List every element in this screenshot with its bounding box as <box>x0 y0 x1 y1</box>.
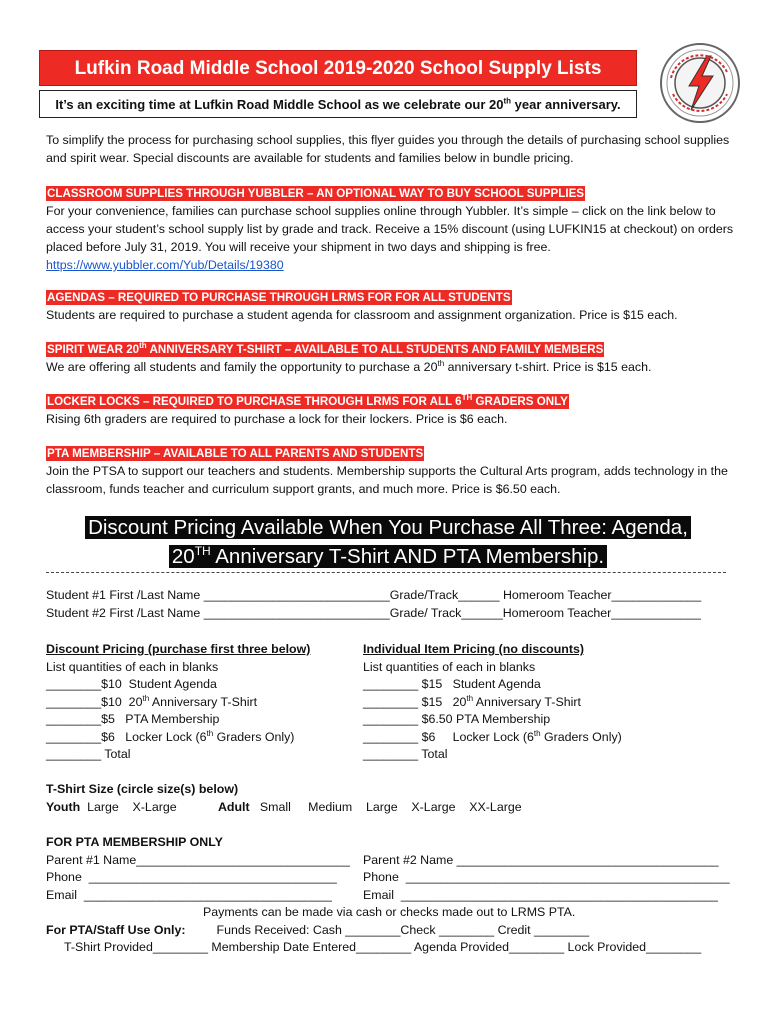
intro-paragraph: To simplify the process for purchasing school supplies, this flyer guides you through the details of purchasing school supplies and spirit wear. Special discounts are available for students and families below in bundle pricing. <box>46 133 730 165</box>
yubbler-body: For your convenience, families can purchase school supplies online through Yubbler. It’s simple – click on the link below to access your student’s school supply list by grade and track. Receive a 15% discount (using LUFKIN15 at checkout) on orders placed before July 31, 2019. You will receive your shipment in two days and shipping is free. <box>46 204 734 254</box>
discount-item-1[interactable]: ________$10 20th Anniversary T-Shirt <box>46 693 258 709</box>
lightning-bolt-seal-icon <box>659 42 741 124</box>
individual-item-0[interactable]: ________ $15 Student Agenda <box>363 677 541 691</box>
parent-1-email-field[interactable]: Email ____________________________________ <box>46 887 332 902</box>
parent-1-name-field[interactable]: Parent #1 Name_______________________________ <box>46 852 350 867</box>
banner-line-1: Discount Pricing Available When You Purchase All Three: Agenda, <box>85 516 691 539</box>
tshirt-size-section <box>46 781 522 816</box>
subtitle-text: It’s an exciting time at Lufkin Road Middle School as we celebrate our 20 <box>55 97 504 112</box>
agendas-header: AGENDAS – REQUIRED TO PURCHASE THROUGH LRMS FOR FOR ALL STUDENTS <box>47 291 511 304</box>
yubbler-section <box>46 184 736 274</box>
parent-2-phone-field[interactable]: Phone _______________________________________________ <box>363 870 730 884</box>
yubbler-header: CLASSROOM SUPPLIES THROUGH YUBBLER – AN OPTIONAL WAY TO BUY SCHOOL SUPPLIES <box>47 187 585 200</box>
discount-item-4[interactable]: ________ Total <box>46 747 131 761</box>
individual-pricing-column <box>363 641 622 764</box>
individual-instruction: List quantities of each in blanks <box>363 659 536 674</box>
spirit-body: We are offering all students and family the opportunity to purchase a 20th anniversary t-shirt. Price is $15 each. <box>46 358 652 374</box>
tshirt-title: T-Shirt Size (circle size(s) below) <box>46 782 239 796</box>
parent-2-name-field[interactable]: Parent #2 Name ______________________________________ <box>363 852 719 867</box>
school-logo <box>659 42 741 124</box>
youth-sizes[interactable]: Large X-Large <box>87 799 177 814</box>
individual-item-1[interactable]: ________ $15 20th Anniversary T-Shirt <box>363 693 581 709</box>
subtitle-banner <box>39 90 637 118</box>
discount-title: Discount Pricing (purchase first three below) <box>46 642 311 656</box>
tshirt-sizes-row <box>46 799 522 817</box>
pta-section <box>46 444 736 498</box>
youth-label: Youth <box>46 799 81 814</box>
page-title: Lufkin Road Middle School 2019-2020 School Supply Lists <box>39 50 637 86</box>
provided-row[interactable]: T-Shirt Provided________ Membership Date Entered________ Agenda Provided________ Lock Provided________ <box>64 940 702 954</box>
parent-1-phone-field[interactable]: Phone ____________________________________ <box>46 870 337 884</box>
locks-section <box>46 392 736 428</box>
cut-line-divider <box>46 572 726 573</box>
discount-pricing-column <box>46 641 310 764</box>
discount-item-2[interactable]: ________$5 PTA Membership <box>46 712 220 726</box>
banner-line-2: 20TH Anniversary T-Shirt AND PTA Membership. <box>169 545 607 568</box>
subtitle-sup: th <box>503 96 512 106</box>
agendas-section <box>46 288 736 324</box>
student-fields <box>46 587 701 622</box>
funds-received-field[interactable]: Funds Received: Cash ________Check ________ Credit ________ <box>216 922 590 937</box>
subtitle-text-end: year anniversary. <box>511 97 621 112</box>
payment-note: Payments can be made via cash or checks made out to LRMS PTA. <box>203 905 576 919</box>
spirit-header: SPIRIT WEAR 20th ANNIVERSARY T-SHIRT – AVAILABLE TO ALL STUDENTS AND FAMILY MEMBERS <box>47 341 604 356</box>
pta-header: PTA MEMBERSHIP – AVAILABLE TO ALL PARENTS AND STUDENTS <box>47 447 424 460</box>
staff-use-label: For PTA/Staff Use Only: <box>46 922 186 937</box>
individual-item-2[interactable]: ________ $6.50 PTA Membership <box>363 712 551 726</box>
locks-header: LOCKER LOCKS – REQUIRED TO PURCHASE THROUGH LRMS FOR ALL 6TH GRADERS ONLY <box>47 393 568 408</box>
parent-2-email-field[interactable]: Email ______________________________________________ <box>363 887 718 902</box>
pta-form-title: FOR PTA MEMBERSHIP ONLY <box>46 835 223 849</box>
yubbler-link[interactable]: https://www.yubbler.com/Yub/Details/19380 <box>46 258 284 272</box>
pta-form <box>46 834 350 904</box>
student-1-field[interactable]: Student #1 First /Last Name ___________________________Grade/Track______ Homeroom Teacher_____________ <box>46 588 702 602</box>
individual-item-4[interactable]: ________ Total <box>363 747 448 761</box>
pta-body: Join the PTSA to support our teachers and students. Membership supports the Cultural Arts program, adds technology in the classroom, funds teacher and curriculum support grants, and much more. Price is $6.50 each. <box>46 464 728 496</box>
discount-banner <box>82 513 694 571</box>
adult-label: Adult <box>217 799 250 814</box>
discount-instruction: List quantities of each in blanks <box>46 659 219 674</box>
staff-use-row <box>46 922 589 940</box>
adult-sizes[interactable]: Small Medium Large X-Large XX-Large <box>259 799 522 814</box>
student-2-field[interactable]: Student #2 First /Last Name ___________________________Grade/ Track______Homeroom Teacher_____________ <box>46 605 701 620</box>
discount-item-0[interactable]: ________$10 Student Agenda <box>46 677 217 691</box>
individual-title: Individual Item Pricing (no discounts) <box>363 642 584 656</box>
individual-item-3[interactable]: ________ $6 Locker Lock (6th Graders Only) <box>363 728 622 744</box>
spirit-section <box>46 340 736 376</box>
discount-item-3[interactable]: ________$6 Locker Lock (6th Graders Only) <box>46 728 295 744</box>
pta-form-right <box>363 852 730 905</box>
locks-body: Rising 6th graders are required to purchase a lock for their lockers. Price is $6 each. <box>46 412 508 426</box>
agendas-body: Students are required to purchase a student agenda for classroom and assignment organization. Price is $15 each. <box>46 308 678 322</box>
